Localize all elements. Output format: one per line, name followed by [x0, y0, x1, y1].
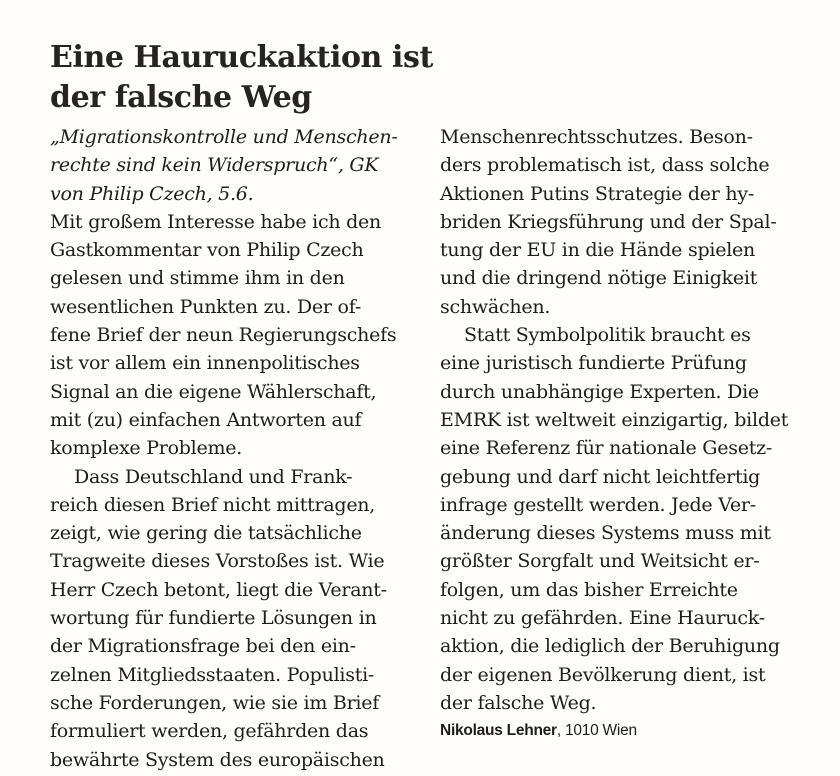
- body-line: zelnen Mitgliedsstaaten. Populisti-: [50, 663, 375, 686]
- reference-line: rechte sind kein Widerspruch“, GK: [50, 154, 379, 177]
- body-line: Gastkommentar von Philip Czech: [50, 239, 364, 262]
- body-line: EMRK ist weltweit einzigartig, bildet: [440, 408, 789, 431]
- body-line: sche Forderungen, wie sie im Brief: [50, 691, 380, 714]
- author-signature: [440, 717, 820, 745]
- body-line: größter Sorgfalt und Weitsicht er-: [440, 550, 760, 573]
- body-line: nicht zu gefährden. Eine Hauruck-: [440, 607, 765, 630]
- body-line: der falsche Weg.: [440, 691, 597, 714]
- headline-line: Eine Hauruckaktion ist: [50, 40, 433, 75]
- body-line: fene Brief der neun Regierungschefs: [50, 324, 397, 347]
- reference-line: „Migrationskontrolle und Menschen-: [50, 126, 398, 148]
- body-line: folgen, um das bisher Erreichte: [440, 578, 738, 601]
- body-line: gebung und darf nicht leichtfertig: [440, 465, 761, 488]
- author-name: Nikolaus Lehner: [440, 722, 557, 740]
- body-line: Statt Symbolpolitik braucht es: [464, 324, 751, 347]
- body-line: durch unabhängige Experten. Die: [440, 380, 759, 403]
- right-column: [440, 123, 820, 745]
- body-line: eine juristisch fundierte Prüfung: [440, 352, 747, 375]
- body-line: briden Kriegsführung und der Spal-: [440, 210, 777, 233]
- body-line: Menschenrechtsschutzes. Beson-: [440, 126, 753, 148]
- body-line: gelesen und stimme ihm in den: [50, 267, 345, 290]
- article-headline: [50, 38, 433, 118]
- body-line: Mit großem Interesse habe ich den: [50, 210, 382, 233]
- body-line: der Migrationsfrage bei den ein-: [50, 635, 356, 658]
- body-line: eine Referenz für nationale Gesetz-: [440, 437, 773, 460]
- body-line: wortung für fundierte Lösungen in: [50, 607, 377, 630]
- body-line: zeigt, wie gering die tatsächliche: [50, 522, 362, 545]
- left-column: [50, 123, 422, 774]
- body-line: schwächen.: [440, 295, 551, 318]
- reference-line: von Philip Czech, 5.6.: [50, 182, 254, 205]
- body-line: änderung dieses Systems muss mit: [440, 522, 771, 545]
- author-location: , 1010 Wien: [556, 722, 637, 740]
- body-line: Signal an die eigene Wählerschaft,: [50, 380, 377, 403]
- body-line: komplexe Probleme.: [50, 437, 243, 460]
- body-line: Herr Czech betont, liegt die Verant-: [50, 578, 387, 601]
- body-line: der eigenen Bevölkerung dient, ist: [440, 663, 766, 686]
- body-line: formuliert werden, gefährden das: [50, 720, 369, 743]
- body-line: Aktionen Putins Strategie der hy-: [440, 182, 755, 205]
- body-line: ist vor allem ein innenpolitisches: [50, 352, 360, 375]
- body-line: bewährte System des europäischen: [50, 748, 385, 771]
- body-line: infrage gestellt werden. Jede Ver-: [440, 493, 756, 516]
- body-line: mit (zu) einfachen Antworten auf: [50, 408, 362, 431]
- body-line: aktion, die lediglich der Beruhigung: [440, 635, 780, 658]
- body-line: ders problematisch ist, dass solche: [440, 154, 770, 177]
- body-line: Tragweite dieses Vorstoßes ist. Wie: [50, 550, 385, 573]
- body-line: wesentlichen Punkten zu. Der of-: [50, 295, 361, 318]
- body-line: Dass Deutschland und Frank-: [74, 465, 353, 488]
- body-line: reich diesen Brief nicht mittragen,: [50, 493, 376, 516]
- body-line: tung der EU in die Hände spielen: [440, 239, 756, 262]
- headline-line: der falsche Weg: [50, 80, 312, 115]
- body-line: und die dringend nötige Einigkeit: [440, 267, 758, 290]
